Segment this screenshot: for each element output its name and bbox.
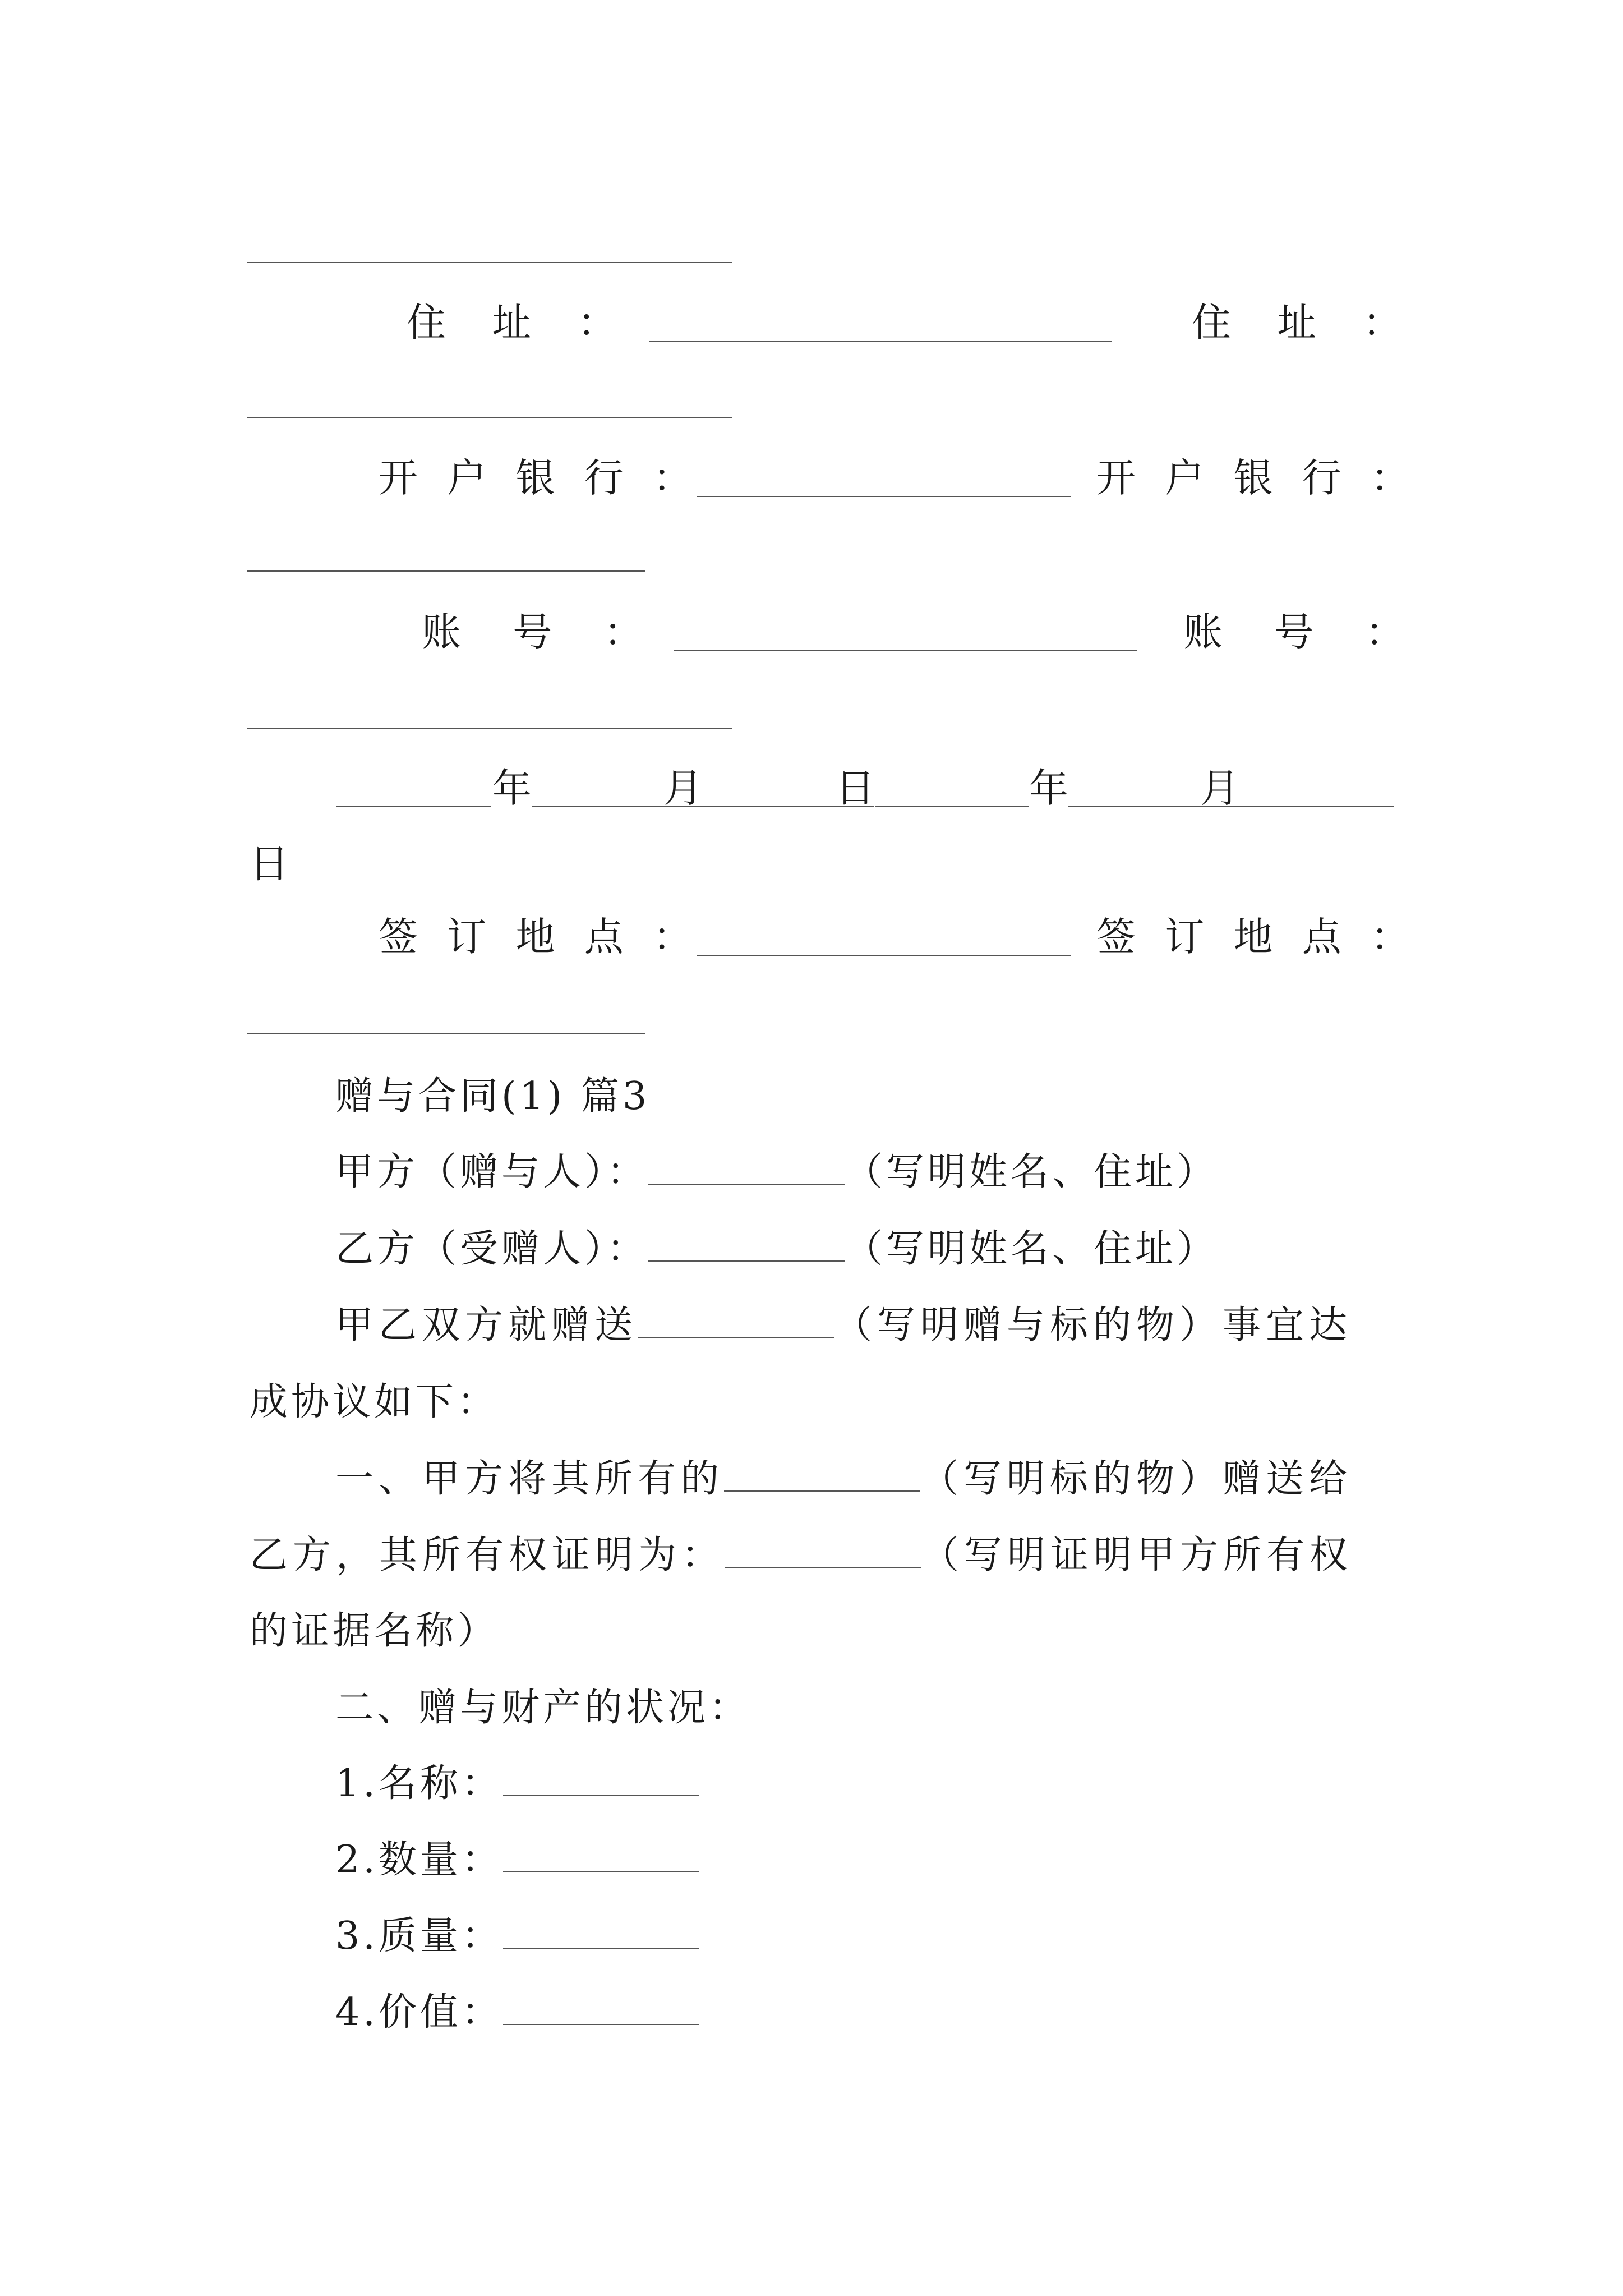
- intro-line: [335, 1303, 1352, 1348]
- item-blank: [503, 1838, 699, 1872]
- party-b-note: （写明姓名、住址）: [845, 1227, 1219, 1271]
- clause1-note: （写明标的物）赠送给: [920, 1457, 1353, 1501]
- intro-prefix: 甲乙双方就赠送: [335, 1303, 638, 1347]
- address-label-right: 住 址 ：: [1192, 300, 1402, 346]
- place-blank-left: [697, 955, 1071, 956]
- bank-label-left: 开 户 银 行 ：: [379, 455, 693, 501]
- date-month-right: 月: [1200, 765, 1239, 811]
- clause1-line2-note: （写明证明甲方所有权: [921, 1533, 1353, 1577]
- intro-continued: 成协议如下：: [250, 1380, 499, 1424]
- list-item: [335, 1761, 699, 1806]
- date-day-right: 日: [250, 841, 289, 887]
- account-label-right: 账 号 ：: [1183, 609, 1405, 655]
- address-blank-left: [649, 341, 1112, 342]
- clause1-line2: [250, 1533, 1353, 1578]
- account-blank-continued: [247, 728, 732, 729]
- blank-line: [247, 262, 732, 263]
- address-blank-continued: [247, 417, 732, 418]
- contract-title: 赠与合同(1) 篇3: [335, 1074, 651, 1119]
- party-b-prefix: 乙方（受赠人）：: [335, 1227, 649, 1271]
- party-a-line: [335, 1150, 1218, 1195]
- list-item: [335, 1914, 699, 1959]
- party-b-line: [335, 1227, 1218, 1272]
- item-label: 4.价值：: [335, 1990, 503, 2035]
- date-month-left: 月: [663, 765, 703, 811]
- bank-blank-left: [697, 496, 1071, 497]
- clause1-blank: [724, 1457, 920, 1492]
- bank-blank-continued: [247, 570, 645, 572]
- intro-note: （写明赠与标的物）事宜达: [834, 1303, 1353, 1347]
- place-label-right: 签 订 地 点 ：: [1096, 914, 1410, 960]
- date-blank: [875, 806, 1029, 807]
- party-a-blank: [648, 1150, 845, 1185]
- list-item: [335, 1838, 699, 1883]
- list-item: [335, 1990, 699, 2035]
- item-label: 1.名称：: [335, 1761, 503, 1806]
- date-year-right: 年: [1029, 765, 1068, 811]
- account-blank-left: [674, 650, 1137, 651]
- item-label: 3.质量：: [335, 1914, 503, 1958]
- item-blank: [503, 1914, 699, 1949]
- item-blank: [503, 1990, 699, 2025]
- party-b-blank: [648, 1227, 845, 1262]
- place-blank-continued: [247, 1033, 645, 1034]
- date-year-left: 年: [492, 765, 532, 811]
- intro-blank: [638, 1303, 834, 1338]
- clause1-line2-prefix: 乙方，其所有权证明为：: [250, 1533, 725, 1577]
- place-label-left: 签 订 地 点 ：: [379, 914, 693, 960]
- clause2-heading: 二、赠与财产的状况：: [335, 1686, 751, 1730]
- item-label: 2.数量：: [335, 1838, 503, 1882]
- clause1-line3: 的证据名称）: [250, 1609, 499, 1653]
- item-blank: [503, 1761, 699, 1796]
- address-label-left: 住 址 ：: [407, 300, 617, 346]
- clause1-line2-blank: [725, 1533, 921, 1568]
- date-blank: [336, 806, 491, 807]
- date-blank: [1239, 806, 1394, 807]
- bank-label-right: 开 户 银 行 ：: [1096, 455, 1410, 501]
- clause1-line: [335, 1457, 1352, 1502]
- party-a-note: （写明姓名、住址）: [845, 1150, 1219, 1194]
- party-a-prefix: 甲方（赠与人）：: [335, 1150, 649, 1194]
- clause1-prefix: 一、甲方将其所有的: [335, 1457, 725, 1501]
- date-day-left: 日: [836, 765, 875, 811]
- account-label-left: 账 号 ：: [422, 609, 643, 655]
